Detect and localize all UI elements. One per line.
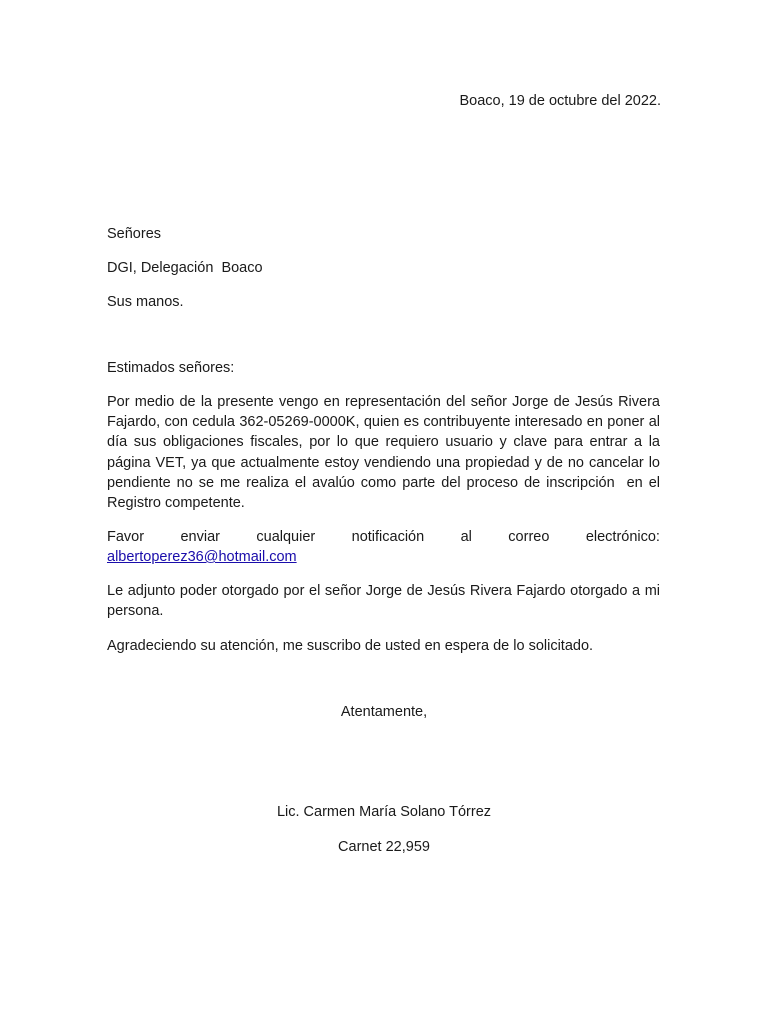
notify-word: correo xyxy=(508,529,550,545)
body-paragraph-1: Por medio de la presente vengo en representación del señor Jorge de Jesús Rivera Fajardo, con cedula 362-05269-0000K, quien es contribuyente interesado en poner al día sus obligaciones fiscales, por lo que requiero usuario y clave para entrar a la página VET, ya que actualmente estoy vendiendo una propiedad y de no cancelar lo pendiente no se me realiza el avalúo como parte del proceso de inscripción en el Registro competente. xyxy=(107,394,665,512)
notify-word: electrónico: xyxy=(585,529,660,545)
recipient-line-3: Sus manos. xyxy=(107,294,184,310)
notify-line xyxy=(107,527,660,547)
notify-word: cualquier xyxy=(256,529,316,545)
notify-word: al xyxy=(460,529,472,545)
body-paragraph-3: Le adjunto poder otorgado por el señor Jorge de Jesús Rivera Fajardo otorgado a mi persona. xyxy=(107,583,660,620)
signer-name: Lic. Carmen María Solano Tórrez xyxy=(276,804,492,820)
date-line: Boaco, 19 de octubre del 2022. xyxy=(459,93,661,109)
notify-word: Favor xyxy=(107,529,145,545)
signer-id: Carnet 22,959 xyxy=(338,839,430,855)
email-link[interactable]: albertoperez36@hotmail.com xyxy=(107,549,297,565)
body-paragraph-4: Agradeciendo su atención, me suscribo de usted en espera de lo solicitado. xyxy=(107,638,594,654)
recipient-line-2: DGI, Delegación Boaco xyxy=(107,260,263,276)
notify-word: enviar xyxy=(180,529,220,545)
salutation: Estimados señores: xyxy=(107,360,235,376)
closing: Atentamente, xyxy=(340,704,428,720)
notify-word: notificación xyxy=(351,529,425,545)
recipient-line-1: Señores xyxy=(107,226,162,242)
